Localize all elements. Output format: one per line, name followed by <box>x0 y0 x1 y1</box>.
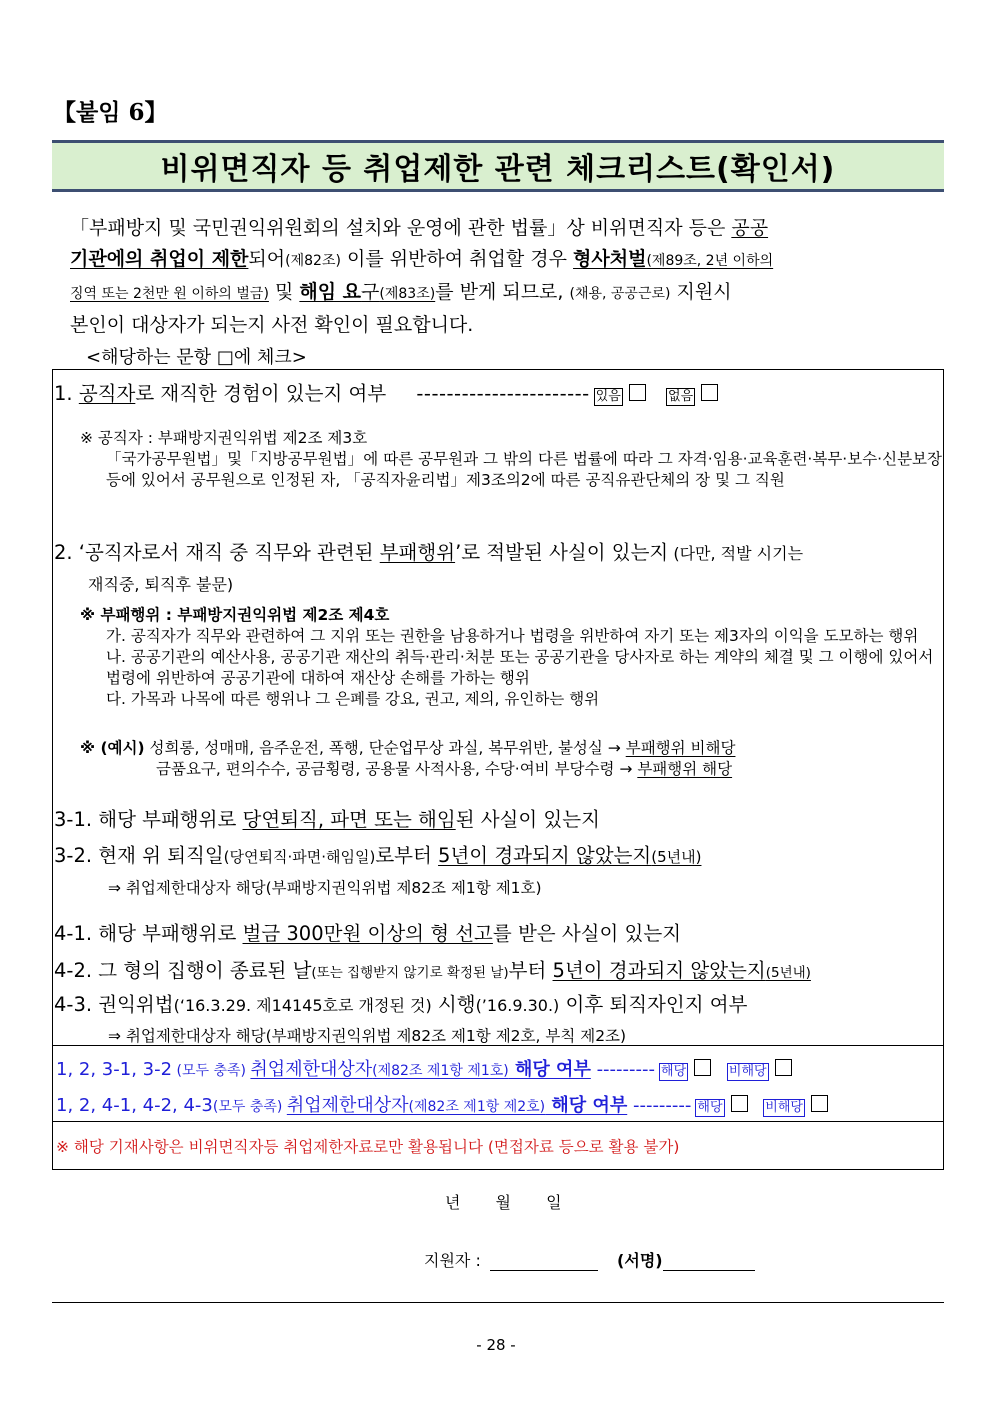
intro-text: 이를 위반하여 취업할 경우 <box>340 248 574 270</box>
option-not-applicable-label: 비해당 <box>728 1064 767 1079</box>
question-4-1 <box>54 918 681 946</box>
intro-text: (채용, 공공근로) <box>569 286 671 302</box>
checkbox-applicable[interactable] <box>731 1095 748 1112</box>
signature-field[interactable] <box>663 1252 755 1271</box>
example-text: 금품요구, 편의수수, 공금횡령, 공용물 사적사용, 수당·여비 부당수령 → <box>156 760 638 778</box>
leader-dashes: --------- <box>590 1059 656 1080</box>
q-highlight: (5년내) <box>651 848 702 866</box>
q-text: 이후 퇴직자인지 여부 <box>559 993 748 1016</box>
q4-result: ⇒ 취업제한대상자 해당(부패방지권익위법 제82조 제1항 제2호, 부칙 제2조) <box>108 1027 627 1045</box>
example-result: 부패행위 비해당 <box>625 739 736 757</box>
instruction: <해당하는 문항 □에 체크> <box>86 347 307 368</box>
q-number: 1. <box>54 382 79 405</box>
q1-text: 로 재직한 경험이 있는지 여부 <box>135 382 387 405</box>
attachment-label: 【붙임 6】 <box>53 99 168 126</box>
example-result: 부패행위 해당 <box>637 760 733 778</box>
intro-highlight: 공공 <box>731 217 769 239</box>
summary-highlight: (제82조 제1항 제1호) <box>372 1063 509 1079</box>
option-not-applicable-label: 비해당 <box>765 1100 803 1115</box>
option-no-label: 없음 <box>668 389 694 404</box>
q-text: 4-2. 그 형의 집행이 종료된 날 <box>54 959 312 982</box>
example-text: 성희롱, 성매매, 음주운전, 폭행, 단순업무상 과실, 복무위반, 불성실 → <box>144 739 626 757</box>
q-text: 3-2. 현재 위 퇴직일 <box>54 844 224 867</box>
q-text: (당연퇴직·파면·해임일) <box>223 848 376 866</box>
summary-highlight: 취업제한대상자 <box>250 1059 373 1080</box>
intro-highlight: 형사처벌 <box>573 248 647 270</box>
checkbox-no[interactable] <box>701 384 718 401</box>
applicant-label: 지원자 : <box>424 1251 481 1270</box>
q2-definition <box>80 605 942 710</box>
checkbox-applicable[interactable] <box>694 1059 711 1076</box>
question-1 <box>54 378 718 406</box>
q-highlight: 벌금 300만원 이상의 형 선고 <box>242 922 493 945</box>
q-text: 시행 <box>431 993 476 1016</box>
question-4-3 <box>54 989 747 1017</box>
intro-text: 본인이 대상자가 되는지 사전 확인이 필요합니다. <box>70 314 474 336</box>
summary-highlight: (제82조 제1항 제2호) <box>408 1099 546 1115</box>
summary-highlight: 취업제한대상자 <box>286 1095 409 1116</box>
divider <box>53 1121 943 1122</box>
usage-notice: ※ 해당 기재사항은 비위면직자등 취업제한자료로만 활용됩니다 (면접자료 등으로 활용 불가) <box>56 1138 680 1156</box>
q3-result: ⇒ 취업제한대상자 해당(부패방지권익위법 제82조 제1항 제1호) <box>108 879 542 897</box>
q2-term: 부패행위 <box>379 541 456 564</box>
definition-item: 나. 공공기관의 예산사용, 공공기관 재산의 취득·관리·처분 또는 공공기관을 당사자로 하는 계약의 체결 및 그 이행에 있어서 법령에 위반하여 공공기관에 대하여 재산상 손해를 가하는 행위 <box>106 648 934 687</box>
q-text: 로부터 <box>375 844 439 867</box>
option-applicable-label: 해당 <box>697 1100 723 1115</box>
page-title: 비위면직자 등 취업제한 관련 체크리스트(확인서) <box>160 152 836 187</box>
summary-items: 1, 2, 3-1, 3-2 <box>56 1059 173 1080</box>
q-text: (‘16.3.29. 제14145호로 개정된 것) <box>173 996 432 1015</box>
option-applicable-label: 해당 <box>661 1064 687 1079</box>
q-text: (’16.9.30.) <box>475 996 560 1015</box>
intro-text: (제82조) <box>285 253 341 269</box>
q1-term: 공직자 <box>78 382 136 405</box>
note-title: ※ 공직자 : 부패방지권익위법 제2조 제3호 <box>80 429 368 447</box>
summary-items: 1, 2, 4-1, 4-2, 4-3 <box>56 1095 213 1116</box>
page-number: - 28 - <box>476 1336 516 1354</box>
intro-highlight: 기관에의 취업이 제한 <box>70 248 249 270</box>
q-highlight: 5년이 경과되지 않았는지 <box>552 959 766 982</box>
note-body: 「국가공무원법」및「지방공무원법」에 따른 공무원과 그 밖의 다른 법률에 따라 그 자격·임용·교육훈련·복무·보수·신분보장 등에 있어서 공무원으로 인정된 자, 「공직자윤리법」제3조의2에 따른 공직유관단체의 장 및 그 직원 <box>106 450 942 489</box>
intro-text: 되어 <box>248 248 286 270</box>
summary-row-1 <box>56 1055 792 1081</box>
applicant-name-field[interactable] <box>490 1252 598 1271</box>
q-text: 4-3. 권익위법 <box>54 993 174 1016</box>
q2-text: ’로 적발된 사실이 있는지 <box>455 541 669 564</box>
footer-divider <box>52 1302 944 1303</box>
definition-item: 다. 가목과 나목에 따른 행위나 그 은폐를 강요, 권고, 제의, 유인하는 행위 <box>106 690 600 708</box>
question-3-1 <box>54 804 600 832</box>
leader-dashes: ----------------------- <box>416 382 590 405</box>
intro-paragraph <box>70 213 926 341</box>
intro-text: 및 <box>268 281 300 303</box>
q-text: 3-1. 해당 부패행위로 <box>54 808 243 831</box>
date-line: 년 월 일 <box>445 1193 562 1212</box>
examples-label: ※ (예시) <box>80 739 145 757</box>
q2-text: 2. ‘공직자로서 재직 중 직무와 관련된 <box>54 541 380 564</box>
q-highlight: 5년이 경과되지 않았는지 <box>438 844 652 867</box>
summary-text: (모두 충족) <box>172 1063 251 1079</box>
intro-text: 를 받게 되므로, <box>435 281 570 303</box>
question-4-2 <box>54 955 811 983</box>
signature-label: (서명) <box>617 1251 663 1270</box>
question-3-2 <box>54 840 701 868</box>
title-banner <box>52 140 944 192</box>
q1-note <box>80 428 942 491</box>
q-text: 된 사실이 있는지 <box>455 808 600 831</box>
option-yes-label: 있음 <box>595 389 621 404</box>
intro-highlight: (제83조) <box>379 286 436 302</box>
intro-highlight: (제89조, 2년 이하의 <box>646 253 774 269</box>
q-text: 4-1. 해당 부패행위로 <box>54 922 243 945</box>
q-text: 부터 <box>508 959 553 982</box>
summary-highlight: 해당 여부 <box>545 1095 628 1116</box>
definition-title: ※ 부패행위 : 부패방지권익위법 제2조 제4호 <box>80 606 390 624</box>
q2-continued: 재직중, 퇴직후 불문) <box>88 575 234 594</box>
leader-dashes: --------- <box>627 1095 692 1116</box>
checkbox-not-applicable[interactable] <box>811 1095 828 1112</box>
intro-highlight: 구 <box>361 281 380 303</box>
intro-text: 지원시 <box>670 281 732 303</box>
checkbox-yes[interactable] <box>629 384 646 401</box>
intro-highlight: 징역 또는 2천만 원 이하의 벌금) <box>70 286 269 302</box>
summary-row-2 <box>56 1091 828 1117</box>
intro-highlight: 해임 요 <box>299 281 362 303</box>
q-text: 를 받은 사실이 있는지 <box>492 922 682 945</box>
q2-text: (다만, 적발 시기는 <box>668 544 804 563</box>
q-text: (또는 집행받지 않기로 확정된 날) <box>311 965 509 981</box>
question-2 <box>54 537 803 565</box>
q-highlight: (5년내) <box>765 965 811 981</box>
intro-text: 「부패방지 및 국민권익위원회의 설치와 운영에 관한 법률」상 비위면직자 등은 <box>70 217 726 239</box>
q-highlight: 당연퇴직, 파면 또는 해임 <box>242 808 456 831</box>
definition-item: 가. 공직자가 직무와 관련하여 그 지위 또는 권한을 남용하거나 법령을 위반하여 자기 또는 제3자의 이익을 도모하는 행위 <box>106 627 919 645</box>
summary-highlight: 해당 여부 <box>508 1059 591 1080</box>
checkbox-not-applicable[interactable] <box>775 1059 792 1076</box>
q2-examples <box>80 738 942 780</box>
summary-text: (모두 충족) <box>212 1099 287 1115</box>
signature-line <box>424 1248 755 1271</box>
